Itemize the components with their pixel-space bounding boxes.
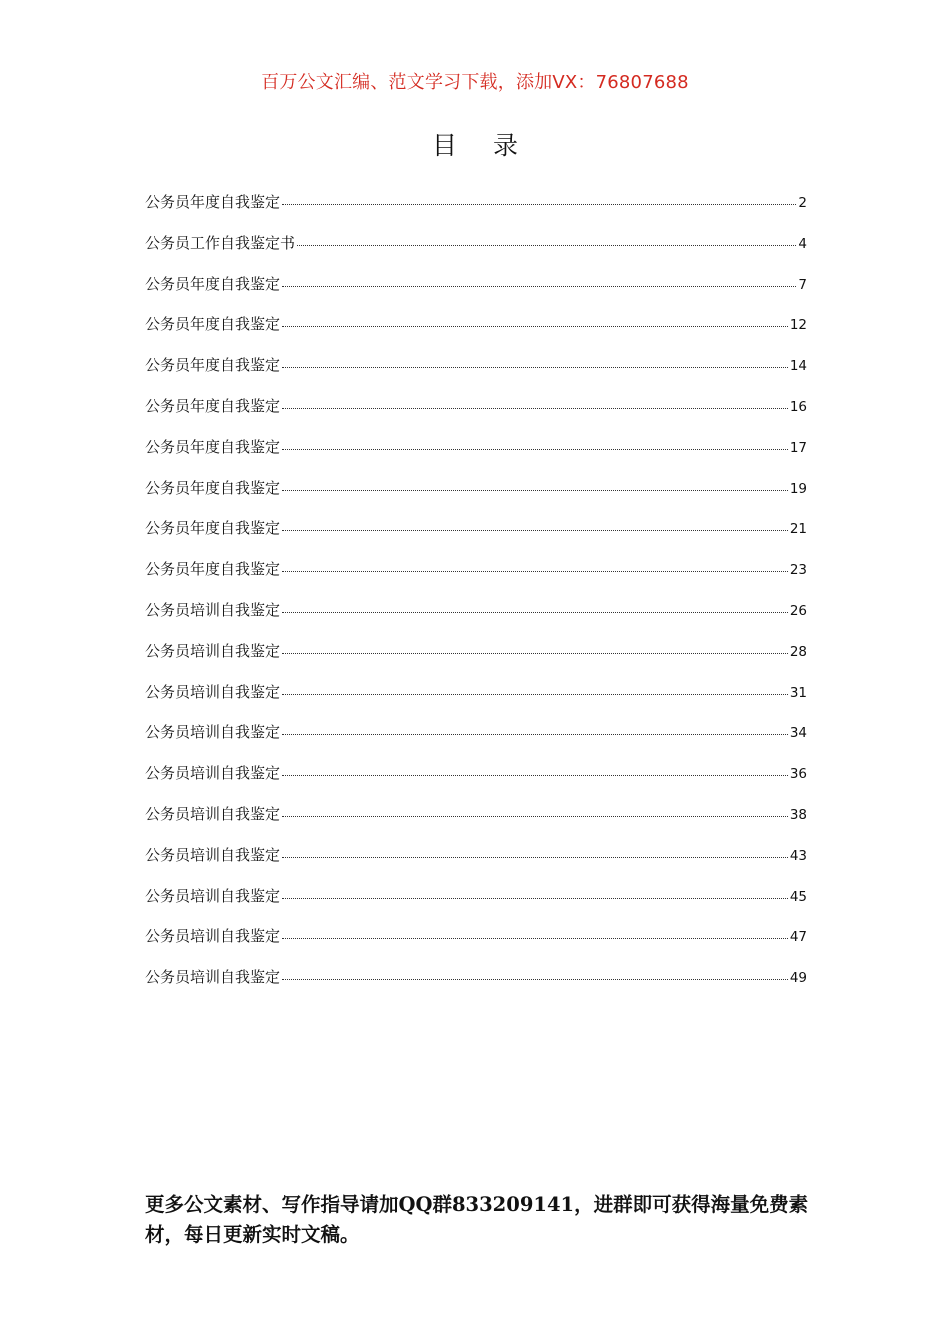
toc-entry-label: 公务员培训自我鉴定 — [145, 641, 281, 660]
toc-entry-page-number: 12 — [789, 317, 807, 334]
toc-entry-label: 公务员年度自我鉴定 — [145, 274, 281, 293]
toc-dot-leader — [282, 693, 788, 695]
toc-entry[interactable] — [145, 924, 807, 965]
toc-entry[interactable] — [145, 435, 807, 476]
header-note: 百万公文汇编、范文学习下载，添加VX：76807688 — [261, 72, 689, 93]
toc-entry-label: 公务员年度自我鉴定 — [145, 315, 281, 334]
toc-entry[interactable] — [145, 639, 807, 680]
toc-entry-label: 公务员年度自我鉴定 — [145, 519, 281, 538]
toc-entry[interactable] — [145, 802, 807, 843]
toc-entry-page-number: 36 — [789, 766, 807, 783]
toc-entry-label: 公务员年度自我鉴定 — [145, 437, 281, 456]
toc-dot-leader — [297, 244, 796, 246]
toc-dot-leader — [282, 448, 788, 450]
toc-dot-leader — [282, 815, 788, 817]
toc-dot-leader — [282, 570, 788, 572]
toc-entry[interactable] — [145, 557, 807, 598]
toc-dot-leader — [282, 611, 788, 613]
toc-entry-page-number: 31 — [789, 684, 807, 701]
toc-entry[interactable] — [145, 312, 807, 353]
toc-entry-page-number: 21 — [789, 521, 807, 538]
toc-dot-leader — [282, 366, 788, 368]
footer-note: 更多公文素材、写作指导请加QQ群833209141，进群即可获得海量免费素材，每日更新实时文稿。 — [145, 1193, 809, 1246]
toc-entry[interactable] — [145, 353, 807, 394]
toc-entry-label: 公务员培训自我鉴定 — [145, 764, 281, 783]
toc-entry[interactable] — [145, 190, 807, 231]
toc-dot-leader — [282, 407, 788, 409]
toc-entry[interactable] — [145, 476, 807, 517]
toc-entry[interactable] — [145, 516, 807, 557]
toc-entry-label: 公务员培训自我鉴定 — [145, 968, 281, 987]
toc-dot-leader — [282, 897, 788, 899]
toc-entry[interactable] — [145, 720, 807, 761]
toc-entry-page-number: 47 — [789, 929, 807, 946]
toc-entry-page-number: 4 — [798, 235, 807, 252]
toc-entry-page-number: 2 — [798, 195, 807, 211]
toc-dot-leader — [282, 529, 788, 531]
toc-entry-label: 公务员年度自我鉴定 — [145, 356, 281, 375]
toc-entry[interactable] — [145, 884, 807, 925]
toc-entry-label: 公务员工作自我鉴定书 — [145, 233, 296, 252]
toc-dot-leader — [282, 325, 788, 327]
toc-entry-page-number: 28 — [789, 643, 807, 660]
toc-entry-page-number: 16 — [789, 398, 807, 415]
toc-entry-label: 公务员培训自我鉴定 — [145, 886, 281, 905]
toc-entry-page-number: 45 — [789, 888, 807, 905]
toc-entry[interactable] — [145, 394, 807, 435]
toc-dot-leader — [282, 652, 788, 654]
table-of-contents — [145, 190, 807, 1006]
toc-entry-page-number: 26 — [789, 602, 807, 619]
toc-entry-page-number: 7 — [798, 276, 807, 293]
toc-entry-label: 公务员培训自我鉴定 — [145, 682, 281, 701]
toc-entry[interactable] — [145, 598, 807, 639]
toc-dot-leader — [282, 774, 788, 776]
toc-entry-label: 公务员培训自我鉴定 — [145, 723, 281, 742]
toc-entry-page-number: 19 — [789, 480, 807, 497]
toc-entry[interactable] — [145, 843, 807, 884]
toc-entry-page-number: 43 — [789, 847, 807, 864]
toc-entry-page-number: 38 — [789, 806, 807, 823]
toc-entry[interactable] — [145, 272, 807, 313]
toc-entry-label: 公务员培训自我鉴定 — [145, 804, 281, 823]
toc-dot-leader — [282, 856, 788, 858]
toc-entry[interactable] — [145, 231, 807, 272]
toc-dot-leader — [282, 978, 788, 980]
toc-entry-page-number: 14 — [789, 358, 807, 375]
toc-entry-label: 公务员培训自我鉴定 — [145, 600, 281, 619]
toc-dot-leader — [282, 285, 796, 287]
toc-dot-leader — [282, 203, 796, 205]
toc-entry[interactable] — [145, 965, 807, 1006]
toc-entry-label: 公务员年度自我鉴定 — [145, 478, 281, 497]
toc-entry-label: 公务员培训自我鉴定 — [145, 845, 281, 864]
toc-dot-leader — [282, 937, 788, 939]
toc-entry[interactable] — [145, 761, 807, 802]
toc-entry-label: 公务员年度自我鉴定 — [145, 396, 281, 415]
toc-entry-label: 公务员年度自我鉴定 — [145, 193, 281, 211]
toc-dot-leader — [282, 489, 788, 491]
toc-entry-label: 公务员年度自我鉴定 — [145, 560, 281, 579]
toc-entry-page-number: 34 — [789, 725, 807, 742]
toc-entry-page-number: 17 — [789, 439, 807, 456]
toc-entry-page-number: 49 — [789, 970, 807, 987]
toc-entry-page-number: 23 — [789, 562, 807, 579]
toc-title: 目 录 — [432, 131, 532, 160]
toc-entry-label: 公务员培训自我鉴定 — [145, 927, 281, 946]
toc-dot-leader — [282, 733, 788, 735]
toc-entry[interactable] — [145, 680, 807, 721]
